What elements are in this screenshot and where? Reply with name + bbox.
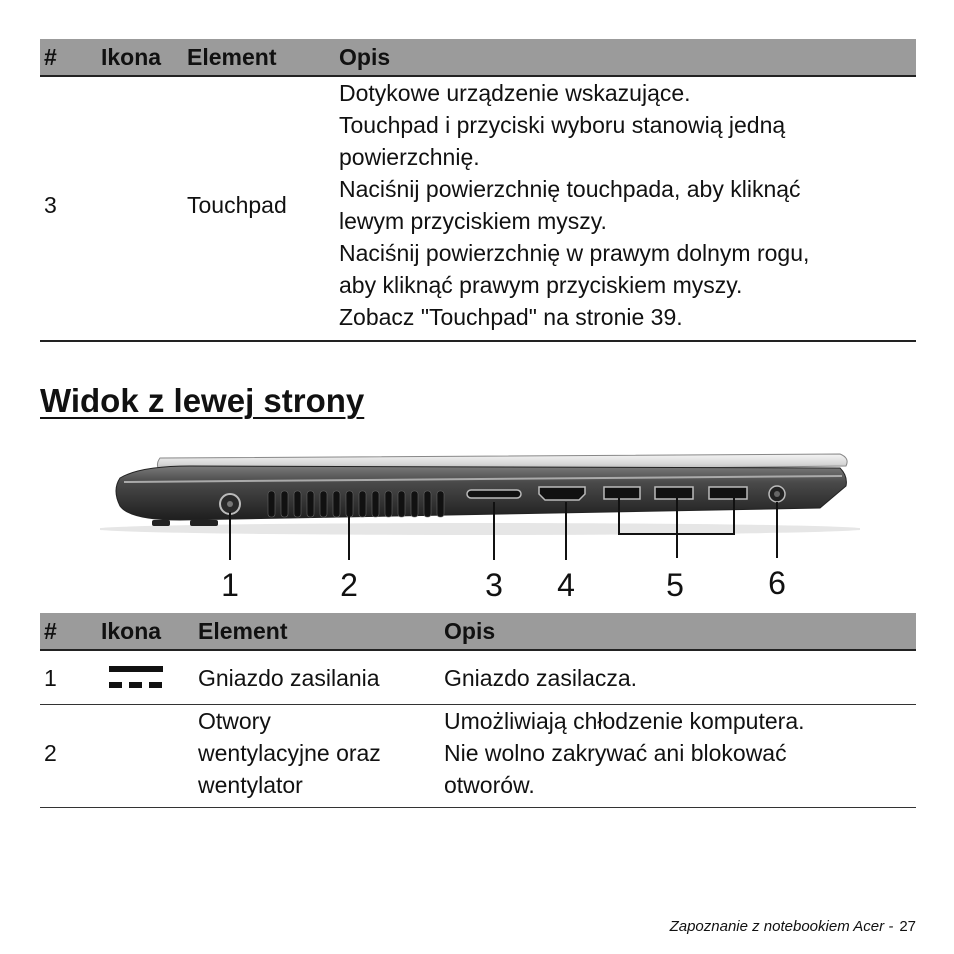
page-footer <box>670 918 916 935</box>
table-row <box>40 76 916 341</box>
table-row <box>40 705 916 808</box>
desc-line: aby kliknąć prawym przyciskiem myszy. <box>339 272 743 298</box>
vent-slot <box>281 491 288 517</box>
desc-line: lewym przyciskiem myszy. <box>339 208 607 234</box>
callout-label: 3 <box>485 567 503 603</box>
section-title: Widok z lewej strony <box>40 382 365 419</box>
row-element: Touchpad <box>187 192 287 218</box>
row-number: 2 <box>44 740 57 766</box>
row-element <box>194 650 440 705</box>
row-description <box>440 650 916 705</box>
row-element <box>194 705 440 808</box>
page-number: 27 <box>899 918 916 935</box>
col-header-num: # <box>40 39 97 76</box>
port-audio <box>769 486 785 502</box>
table-header-row <box>40 39 916 76</box>
callout-label: 5 <box>666 567 684 603</box>
row-description <box>440 705 916 808</box>
laptop-side-figure <box>100 446 860 606</box>
port-hdmi <box>539 487 585 500</box>
table-row <box>40 650 916 705</box>
desc-line: Naciśnij powierzchnię touchpada, aby kliknąć <box>339 176 801 202</box>
table-header-row <box>40 613 916 650</box>
desc-line: powierzchnię. <box>339 144 480 170</box>
row-number: 1 <box>44 664 57 691</box>
vent-slot <box>307 491 314 517</box>
col-header-icon: Ikona <box>97 613 194 650</box>
callout-label: 2 <box>340 567 358 603</box>
element-line: Otwory <box>198 708 271 734</box>
vent-slot <box>437 491 444 517</box>
callout-label: 1 <box>221 567 239 603</box>
desc-line: Gniazdo zasilacza. <box>444 664 638 691</box>
col-header-desc: Opis <box>440 613 916 650</box>
vent-slot <box>359 491 366 517</box>
desc-line: otworów. <box>444 772 535 798</box>
top-spec-table <box>40 39 916 342</box>
vent-slot <box>333 491 340 517</box>
col-header-icon: Ikona <box>97 39 183 76</box>
vent-slot <box>424 491 431 517</box>
row-description <box>335 76 916 341</box>
vent-slot <box>372 491 379 517</box>
port-usb-group <box>604 487 747 499</box>
vent-slot <box>268 491 275 517</box>
desc-line: Nie wolno zakrywać ani blokować <box>444 740 787 766</box>
desc-line: Touchpad i przyciski wyboru stanowią jedną <box>339 112 786 138</box>
row-number: 3 <box>44 192 57 218</box>
footer-text: Zapoznanie z notebookiem Acer - <box>669 918 894 935</box>
desc-line: Naciśnij powierzchnię w prawym dolnym rogu, <box>339 240 810 266</box>
callout-label: 4 <box>557 567 575 603</box>
element-line: wentylacyjne oraz <box>198 740 381 766</box>
vent-slot <box>320 491 327 517</box>
desc-line: Zobacz "Touchpad" na stronie 39. <box>339 304 683 330</box>
port-card-reader <box>467 490 521 498</box>
col-header-element: Element <box>183 39 335 76</box>
vent-slot <box>294 491 301 517</box>
port-dc-in <box>220 494 240 514</box>
element-line: Gniazdo zasilania <box>198 664 380 691</box>
vent-slot <box>411 491 418 517</box>
vent-slot <box>398 491 405 517</box>
row-icon-cell <box>97 76 183 341</box>
vent-slot <box>385 491 392 517</box>
callout-label: 6 <box>768 565 786 601</box>
element-line: wentylator <box>198 772 303 798</box>
desc-line: Dotykowe urządzenie wskazujące. <box>339 80 691 106</box>
bottom-spec-table <box>40 613 916 808</box>
desc-line: Umożliwiają chłodzenie komputera. <box>444 708 805 734</box>
col-header-num: # <box>40 613 97 650</box>
col-header-desc: Opis <box>335 39 916 76</box>
col-header-element: Element <box>194 613 440 650</box>
row-icon-cell <box>97 705 194 808</box>
dc-power-icon <box>107 660 167 696</box>
row-icon-cell <box>97 650 194 705</box>
